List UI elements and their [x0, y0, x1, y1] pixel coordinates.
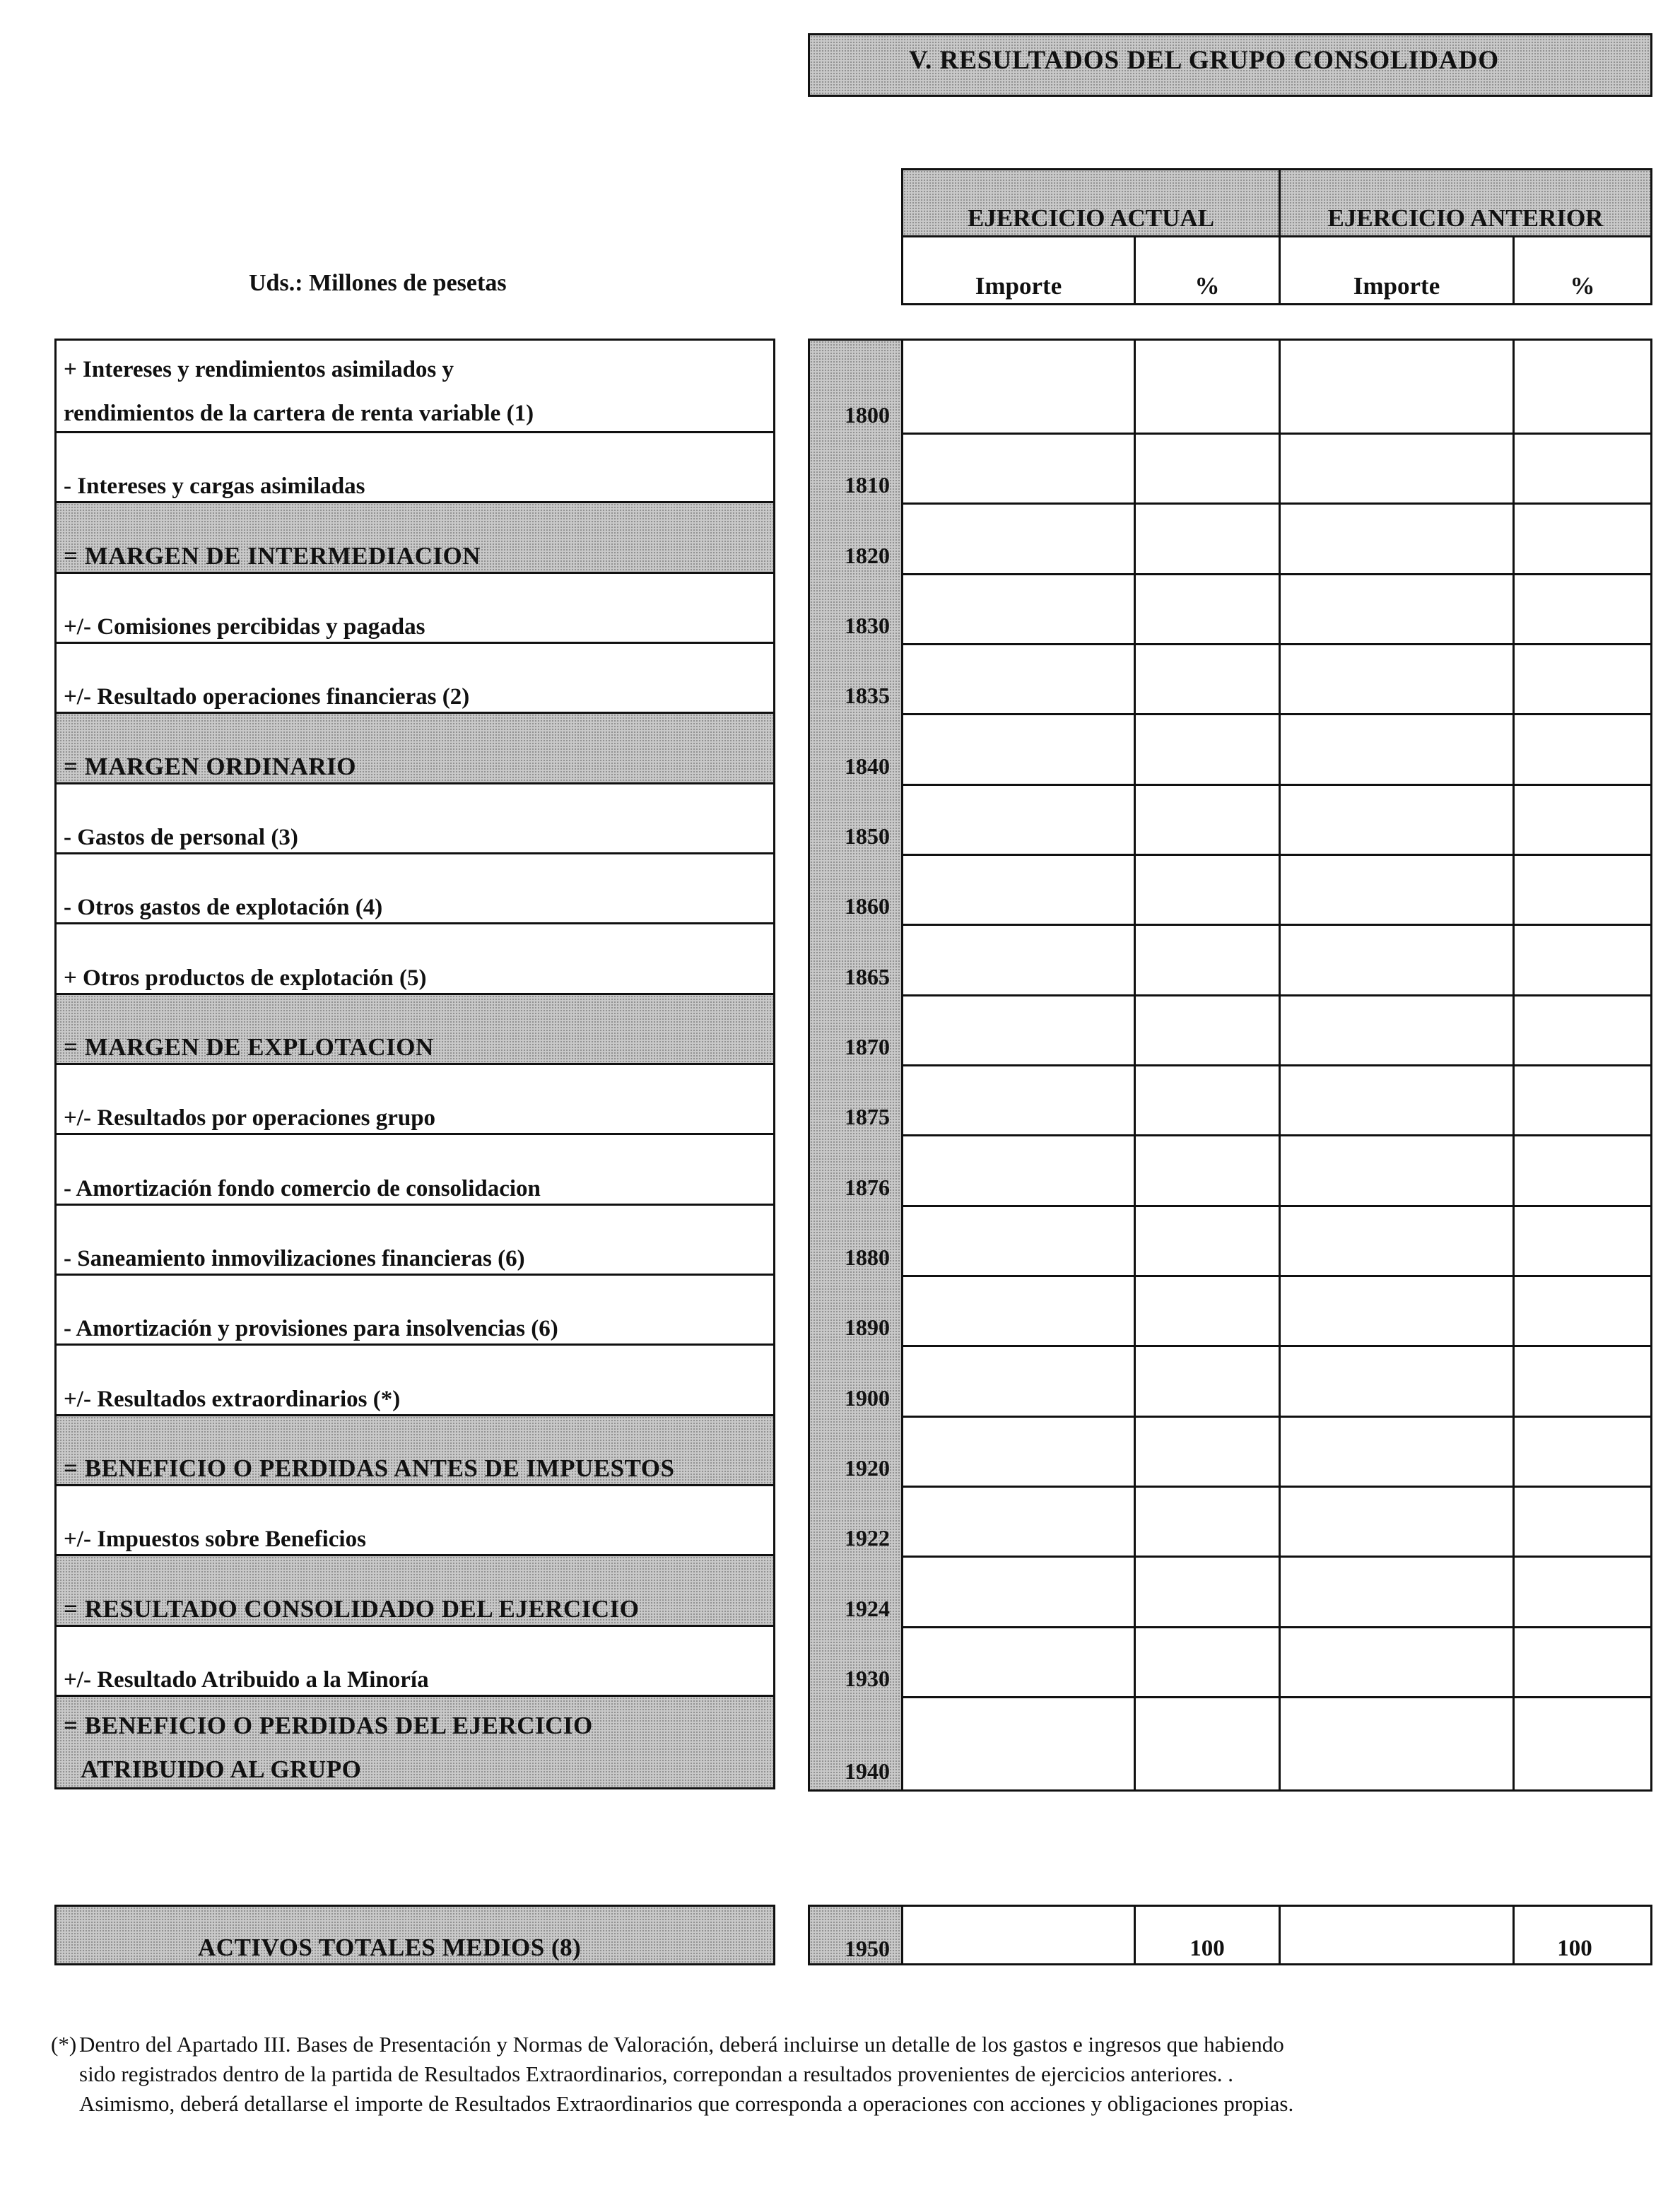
header-current-percent: %	[1134, 235, 1281, 305]
grid-row-divider	[903, 924, 1650, 926]
footnote-line-3: Asimismo, deberá detallarse el importe de Resultados Extraordinarios que corresponda a operaciones con acciones y obligaciones propias.	[79, 2091, 1294, 2116]
row-code-1830: 1830	[845, 613, 890, 639]
row-label-cell-1922	[54, 1484, 775, 1556]
row-label-cell-1940	[54, 1695, 775, 1789]
grid-row-divider	[903, 854, 1650, 856]
row-code-1876: 1876	[845, 1174, 890, 1200]
row-label-cell-1835	[54, 642, 775, 714]
row-label-cell-1860	[54, 852, 775, 924]
footnote-line-1: Dentro del Apartado III. Bases de Presentación y Normas de Valoración, deberá incluirse un detalle de los gastos e ingresos que habiendo	[79, 2032, 1284, 2057]
row-label-1870	[64, 1033, 434, 1062]
row-code-1820: 1820	[845, 542, 890, 568]
grid-row-divider	[903, 1416, 1650, 1418]
average-total-assets-label-box	[54, 1905, 775, 1965]
row-label-line-1: - Gastos de personal (3)	[64, 825, 298, 851]
row-label-line-1: - Saneamiento inmovilizaciones financieras (6)	[64, 1245, 525, 1271]
row-label-line-1: +/- Resultados por operaciones grupo	[64, 1105, 436, 1131]
row-label-cell-1870	[54, 993, 775, 1065]
row-label-1850	[64, 825, 298, 851]
row-label-cell-1800	[54, 339, 775, 433]
footnote-line-2: sido registrados dentro de la partida de Resultados Extraordinarios, correpondan a resultados provenientes de ejercicios anteriores. .	[79, 2062, 1233, 2086]
row-code-1875: 1875	[845, 1104, 890, 1130]
grid-row-divider	[903, 1486, 1650, 1488]
header-previous-percent: %	[1512, 235, 1652, 305]
row-label-1890	[64, 1316, 558, 1342]
row-code-1880: 1880	[845, 1244, 890, 1270]
row-labels-column	[54, 339, 775, 1792]
row-label-line-1: +/- Comisiones percibidas y pagadas	[64, 614, 425, 640]
row-label-1940	[64, 1704, 593, 1792]
row-label-line-1: - Intereses y cargas asimiladas	[64, 474, 365, 500]
row-code-1924: 1924	[845, 1595, 890, 1621]
section-title: V. RESULTADOS DEL GRUPO CONSOLIDADO	[909, 46, 1500, 75]
header-previous-year: EJERCICIO ANTERIOR	[1279, 168, 1652, 237]
row-label-1840	[64, 753, 356, 781]
row-code-1850: 1850	[845, 823, 890, 849]
row-label-cell-1876	[54, 1133, 775, 1205]
grid-row-divider	[903, 1205, 1650, 1207]
section-title-box	[808, 33, 1652, 97]
row-code-1860: 1860	[845, 893, 890, 919]
grid-row-divider	[903, 784, 1650, 786]
row-label-1835	[64, 684, 469, 710]
row-label-line-1: = MARGEN DE EXPLOTACION	[64, 1033, 434, 1061]
average-total-assets-values	[901, 1905, 1652, 1965]
row-label-1865	[64, 965, 427, 992]
row-label-1810	[64, 474, 365, 500]
row-code-1870: 1870	[845, 1034, 890, 1059]
row-label-line-1: = RESULTADO CONSOLIDADO DEL EJERCICIO	[64, 1594, 640, 1623]
grid-row-divider	[903, 573, 1650, 575]
row-label-line-1: +/- Resultado Atribuido a la Minoría	[64, 1666, 429, 1693]
row-code-1930: 1930	[845, 1665, 890, 1691]
row-label-cell-1840	[54, 712, 775, 784]
row-label-line-1: = MARGEN ORDINARIO	[64, 752, 356, 780]
row-label-1876	[64, 1176, 541, 1202]
row-label-cell-1830	[54, 572, 775, 644]
row-label-cell-1900	[54, 1343, 775, 1416]
row-label-1860	[64, 895, 382, 921]
average-total-assets-code-box	[808, 1905, 903, 1965]
row-label-line-2: rendimientos de la cartera de renta variable (1)	[64, 401, 534, 426]
grid-row-divider	[903, 1345, 1650, 1347]
row-code-1865: 1865	[845, 963, 890, 989]
row-code-1840: 1840	[845, 753, 890, 779]
row-label-cell-1875	[54, 1063, 775, 1135]
row-label-1930	[64, 1667, 429, 1693]
row-label-1900	[64, 1387, 400, 1413]
values-grid	[901, 339, 1652, 1792]
row-label-line-1: = BENEFICIO O PERDIDAS ANTES DE IMPUESTOS	[64, 1454, 675, 1482]
row-label-line-1: - Amortización y provisiones para insolvencias (6)	[64, 1316, 558, 1342]
previous-year-assets-percent: 100	[1557, 1936, 1592, 1961]
grid-row-divider	[903, 502, 1650, 505]
grid-row-divider	[903, 433, 1650, 435]
row-label-cell-1810	[54, 431, 775, 503]
grid-row-divider	[903, 713, 1650, 715]
row-label-cell-1865	[54, 922, 775, 994]
row-label-cell-1920	[54, 1414, 775, 1486]
row-code-1922: 1922	[845, 1525, 890, 1551]
row-code-1900: 1900	[845, 1384, 890, 1411]
grid-row-divider	[903, 1275, 1650, 1277]
footnote-marker: (*)	[51, 2032, 77, 2057]
row-label-cell-1850	[54, 782, 775, 854]
grid-row-divider	[903, 1556, 1650, 1558]
row-label-line-1: + Intereses y rendimientos asimilados y	[64, 357, 454, 382]
row-label-line-1: = BENEFICIO O PERDIDAS DEL EJERCICIO	[64, 1711, 593, 1739]
current-year-assets-percent: 100	[1189, 1936, 1225, 1961]
row-label-1830	[64, 614, 425, 640]
grid-row-divider	[903, 643, 1650, 645]
row-label-1800	[64, 348, 534, 435]
row-label-1880	[64, 1246, 525, 1272]
row-label-cell-1820	[54, 501, 775, 573]
footnote	[51, 2030, 1662, 2119]
row-label-line-1: +/- Resultado operaciones financieras (2)	[64, 684, 470, 710]
row-label-line-1: - Amortización fondo comercio de consolidacion	[64, 1175, 541, 1201]
row-code-1810: 1810	[845, 472, 890, 498]
row-code-1920: 1920	[845, 1454, 890, 1481]
average-total-assets-label: ACTIVOS TOTALES MEDIOS (8)	[198, 1934, 582, 1961]
row-code-1800: 1800	[845, 402, 890, 428]
row-label-cell-1880	[54, 1204, 775, 1276]
grid-row-divider	[903, 1064, 1650, 1066]
row-label-line-1: + Otros productos de explotación (5)	[64, 965, 427, 991]
grid-row-divider	[903, 1696, 1650, 1698]
row-label-line-2: ATRIBUIDO AL GRUPO	[81, 1755, 362, 1783]
row-label-cell-1930	[54, 1625, 775, 1697]
row-label-1820	[64, 542, 481, 570]
row-label-line-1: +/- Resultados extraordinarios (*)	[64, 1386, 401, 1412]
header-current-year: EJERCICIO ACTUAL	[901, 168, 1281, 237]
codes-column	[808, 339, 903, 1792]
row-code-1890: 1890	[845, 1315, 890, 1341]
average-total-assets-code: 1950	[845, 1936, 890, 1961]
header-previous-amount: Importe	[1279, 235, 1515, 305]
row-code-1940: 1940	[845, 1758, 890, 1784]
row-label-cell-1924	[54, 1554, 775, 1626]
row-code-1835: 1835	[845, 683, 890, 709]
row-label-1922	[64, 1527, 366, 1553]
row-label-line-1: - Otros gastos de explotación (4)	[64, 895, 383, 921]
grid-row-divider	[903, 994, 1650, 996]
grid-row-divider	[903, 1134, 1650, 1136]
row-label-1920	[64, 1454, 674, 1483]
header-current-amount: Importe	[901, 235, 1136, 305]
units-label: Uds.: Millones de pesetas	[249, 270, 507, 296]
row-label-line-1: = MARGEN DE INTERMEDIACION	[64, 541, 481, 570]
row-label-line-1: +/- Impuestos sobre Beneficios	[64, 1527, 366, 1553]
row-label-1924	[64, 1595, 639, 1623]
row-label-cell-1890	[54, 1274, 775, 1346]
grid-row-divider	[903, 1626, 1650, 1628]
row-label-1875	[64, 1105, 435, 1131]
